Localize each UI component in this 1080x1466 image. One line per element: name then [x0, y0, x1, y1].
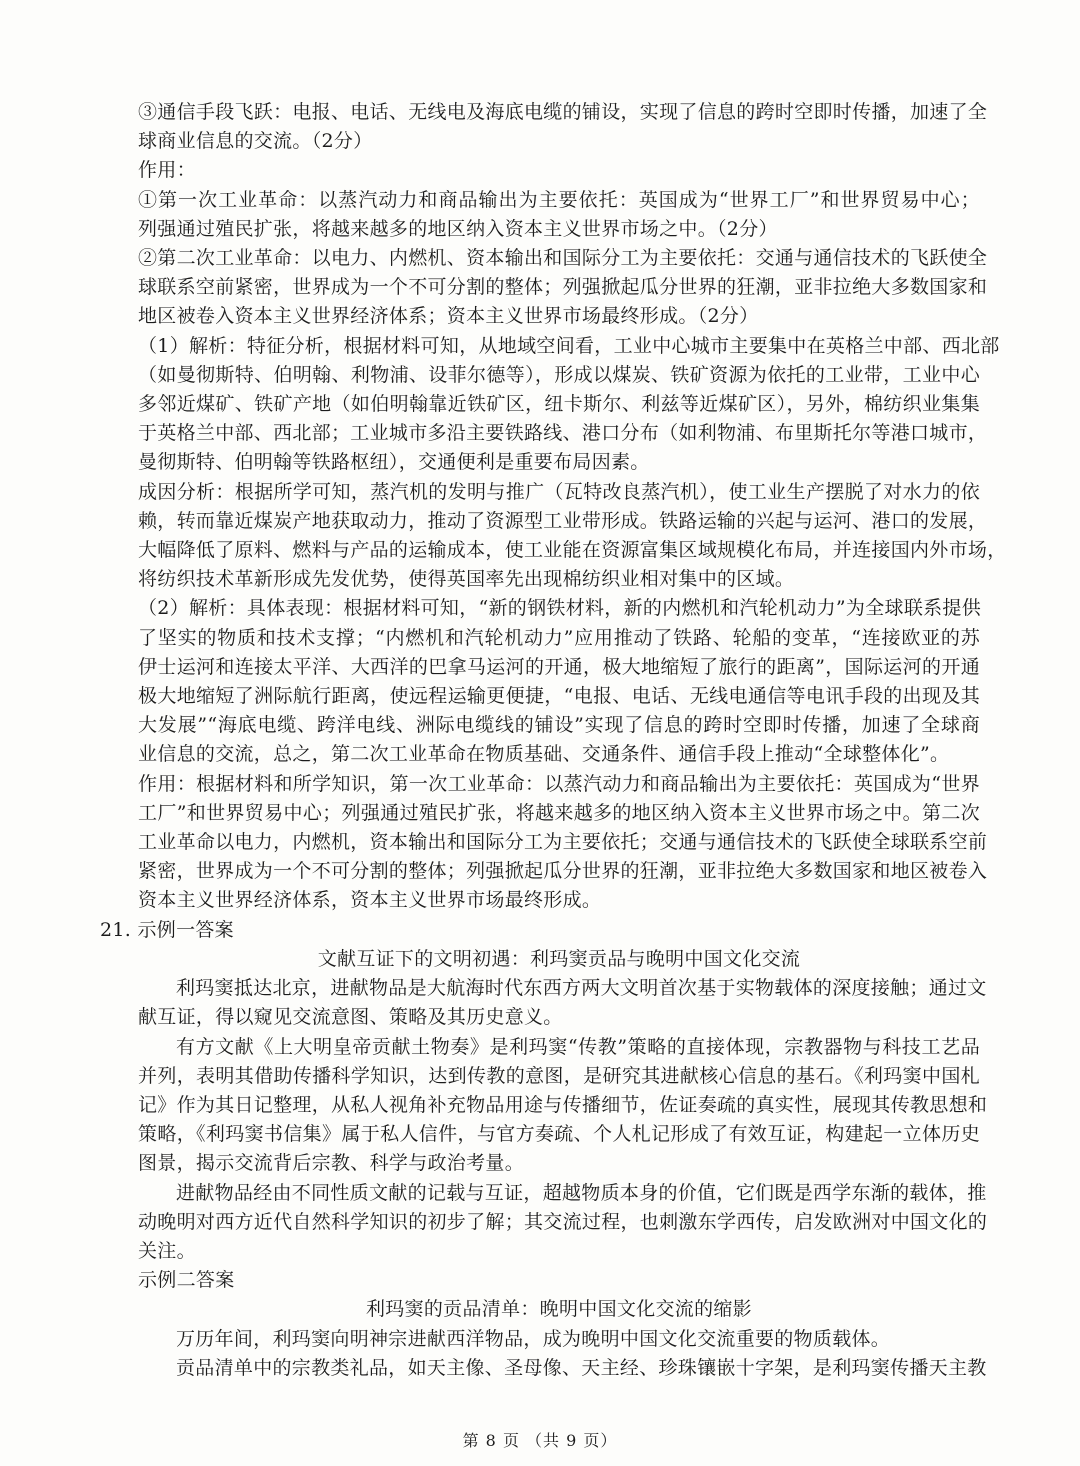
- text-line: 动晚明对西方近代自然科学知识的初步了解；其交流过程，也刺激东学西传，启发欧洲对中国文化的: [138, 1210, 988, 1233]
- text-line: 业信息的交流，总之，第二次工业革命在物质基础、交通条件、通信手段上推动“全球整体化”。: [138, 743, 950, 766]
- text-line: 曼彻斯特、伯明翰等铁路枢纽），交通便利是重要布局因素。: [138, 451, 650, 474]
- text-line: 献互证，得以窥见交流意图、策略及其历史意义。: [138, 1006, 563, 1029]
- text-line: 进献物品经由不同性质文献的记载与互证，超越物质本身的价值，它们既是西学东渐的载体，推: [176, 1181, 987, 1204]
- text-line: 于英格兰中部、西北部；工业城市多沿主要铁路线、港口分布（如利物浦、布里斯托尔等港口城市，: [138, 422, 988, 445]
- text-line: 紧密，世界成为一个不可分割的整体；列强掀起瓜分世界的狂潮，亚非拉绝大多数国家和地区被卷入: [138, 860, 988, 883]
- text-line: （如曼彻斯特、伯明翰、利物浦、设菲尔德等），形成以煤炭、铁矿资源为依托的工业带，工业中心: [138, 363, 980, 386]
- text-line: 球商业信息的交流。（2分）: [138, 130, 373, 153]
- text-line: 列强通过殖民扩张，将越来越多的地区纳入资本主义世界市场之中。（2分）: [138, 217, 778, 240]
- text-line: （1）解析：特征分析，根据材料可知，从地域空间看，工业中心城市主要集中在英格兰中部、西北部: [138, 334, 1000, 357]
- text-line: 关注。: [138, 1239, 196, 1262]
- text-line: 并列，表明其借助传播科学知识，达到传教的意图，是研究其进献核心信息的基石。《利玛窦中国札: [138, 1064, 980, 1087]
- text-line: 赖，转而靠近煤炭产地获取动力，推动了资源型工业带形成。铁路运输的兴起与运河、港口的发展，: [138, 509, 988, 532]
- text-line: 多邻近煤矿、铁矿产地（如伯明翰靠近铁矿区，纽卡斯尔、利兹等近煤矿区），另外，棉纺织业集集: [138, 393, 980, 416]
- text-line: 记》作为其日记整理，从私人视角补充物品用途与传播细节，佐证奏疏的真实性，展现其传教思想和: [138, 1093, 988, 1116]
- example-2-label: 示例二答案: [138, 1269, 235, 1292]
- text-line: 球联系空前紧密，世界成为一个不可分割的整体；列强掀起瓜分世界的狂潮，亚非拉绝大多数国家和: [138, 276, 988, 299]
- example-2-title: 利玛窦的贡品清单：晚明中国文化交流的缩影: [365, 1298, 752, 1321]
- text-line: 有方文献《上大明皇帝贡献土物奏》是利玛窦“传教”策略的直接体现，宗教器物与科技工艺品: [176, 1035, 980, 1058]
- text-line: ①第一次工业革命：以蒸汽动力和商品输出为主要依托：英国成为“世界工厂”和世界贸易中心；: [138, 188, 980, 211]
- text-line: 策略，《利玛窦书信集》属于私人信件，与官方奏疏、个人札记形成了有效互证，构建起一立体历史: [138, 1123, 980, 1146]
- text-line: 图景，揭示交流背后宗教、科学与政治考量。: [138, 1152, 525, 1175]
- text-line: 了坚实的物质和技术支撑；“内燃机和汽轮机动力”应用推动了铁路、轮船的变革，“连接欧亚的苏: [138, 626, 980, 649]
- page-number-footer: 第 8 页 （共 9 页）: [462, 1431, 618, 1450]
- text-line: ③通信手段飞跃：电报、电话、无线电及海底电缆的铺设，实现了信息的跨时空即时传播，加速了全: [138, 101, 988, 123]
- text-line: 成因分析：根据所学可知，蒸汽机的发明与推广（瓦特改良蒸汽机），使工业生产摆脱了对水力的依: [138, 480, 980, 503]
- text-line: 大幅降低了原料、燃料与产品的运输成本，使工业能在资源富集区域规模化布局，并连接国内外市场，: [138, 539, 1007, 562]
- text-line: （2）解析：具体表现：根据材料可知，“新的钢铁材料，新的内燃机和汽轮机动力”为全球联系提供: [138, 597, 982, 620]
- text-line: 工厂”和世界贸易中心；列强通过殖民扩张，将越来越多的地区纳入资本主义世界市场之中。第二次: [138, 801, 980, 824]
- text-line: 极大地缩短了洲际航行距离，使远程运输更便捷，“电报、电话、无线电通信等电讯手段的出现及其: [138, 685, 980, 708]
- text-line: 利玛窦抵达北京，进献物品是大航海时代东西方两大文明首次基于实物载体的深度接触；通过文: [176, 977, 987, 1000]
- text-line: 资本主义世界经济体系，资本主义世界市场最终形成。: [138, 889, 602, 912]
- text-line: 贡品清单中的宗教类礼品，如天主像、圣母像、天主经、珍珠镶嵌十字架，是利玛窦传播天主教: [176, 1356, 987, 1379]
- example-1-title: 文献互证下的文明初遇：利玛窦贡品与晚明中国文化交流: [317, 947, 801, 970]
- example-1-label: 示例一答案: [137, 918, 234, 941]
- text-line: ②第二次工业革命：以电力、内燃机、资本输出和国际分工为主要依托：交通与通信技术的飞跃使全: [138, 247, 988, 270]
- question-21-heading: [100, 916, 980, 945]
- text-line: 将纺织技术革新形成先发优势，使得英国率先出现棉纺织业相对集中的区域。: [138, 568, 795, 591]
- text-line: 万历年间，利玛窦向明神宗进献西洋物品，成为晚明中国文化交流重要的物质载体。: [176, 1327, 891, 1350]
- text-line: 伊士运河和连接太平洋、大西洋的巴拿马运河的开通，极大地缩短了旅行的距离”，国际运河的开通: [138, 655, 980, 678]
- text-line: 地区被卷入资本主义世界经济体系；资本主义世界市场最终形成。（2分）: [138, 305, 759, 328]
- question-number: 21.: [100, 918, 132, 941]
- answer-block-20: [138, 98, 1007, 916]
- text-line: 工业革命以电力，内燃机，资本输出和国际分工为主要依托；交通与通信技术的飞跃使全球联系空前: [138, 831, 988, 854]
- text-line: 作用：根据材料和所学知识，第一次工业革命：以蒸汽动力和商品输出为主要依托：英国成为“世界: [138, 772, 980, 795]
- text-line: 作用：: [138, 159, 196, 182]
- answer-block-21: [100, 916, 988, 1383]
- text-line: 大发展”“海底电缆、跨洋电线、洲际电缆线的铺设”实现了信息的跨时空即时传播，加速了全球商: [138, 714, 980, 737]
